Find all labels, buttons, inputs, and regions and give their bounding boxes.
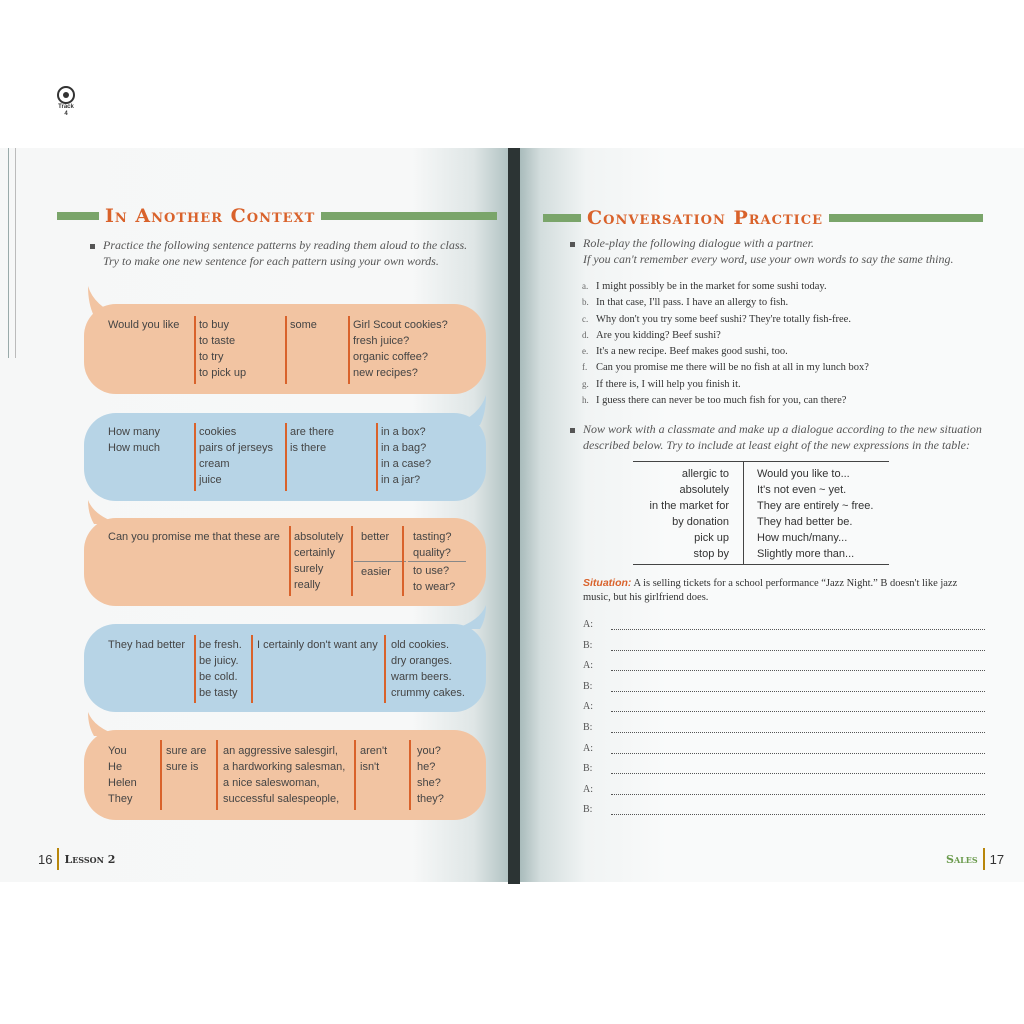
bullet-square bbox=[570, 242, 575, 247]
column-divider bbox=[348, 316, 350, 384]
bubble1-col1: Would you like bbox=[108, 319, 180, 331]
situation-line: A is selling tickets for a school performance “Jazz Night.” B doesn't like jazz bbox=[633, 578, 958, 589]
dialogue-list bbox=[582, 278, 869, 408]
column-divider bbox=[289, 526, 291, 596]
lesson-label: Lesson 2 bbox=[64, 852, 116, 866]
speech-bubble-2 bbox=[84, 413, 486, 501]
writing-line[interactable]: A: bbox=[583, 617, 985, 638]
column-divider bbox=[376, 423, 378, 491]
expressions-left-col: allergic to absolutely in the market for by donation pick up stop by bbox=[649, 468, 729, 560]
instructions-right-2 bbox=[570, 421, 982, 453]
column-divider bbox=[251, 635, 253, 703]
bubble3-col4: tasting? quality? to use? to wear? bbox=[413, 531, 456, 593]
writing-line[interactable]: B: bbox=[583, 720, 985, 741]
folio-right bbox=[946, 848, 1004, 870]
instructions-left bbox=[90, 237, 467, 269]
column-divider bbox=[194, 635, 196, 703]
writing-line[interactable]: A: bbox=[583, 741, 985, 762]
situation-label: Situation: bbox=[583, 577, 632, 589]
speech-bubble-4 bbox=[84, 624, 486, 712]
instruction-line: Practice the following sentence patterns by reading them aloud to the class. bbox=[103, 238, 468, 252]
bubble1-col4: Girl Scout cookies? fresh juice? organic coffee? new recipes? bbox=[353, 319, 448, 379]
instruction-line: Role-play the following dialogue with a partner. bbox=[583, 236, 814, 250]
bubble4-col2: be fresh. be juicy. be cold. be tasty bbox=[199, 639, 242, 699]
column-divider bbox=[354, 740, 356, 810]
chapter-label: Sales bbox=[946, 852, 978, 866]
column-divider bbox=[285, 316, 287, 384]
bubble4-col3: I certainly don't want any bbox=[257, 639, 378, 651]
instruction-line: If you can't remember every word, use your own words to say the same thing. bbox=[583, 252, 954, 266]
dialogue-line: a. I might possibly be in the market for some sushi today. bbox=[582, 281, 827, 292]
bubble5-col1: You He Helen They bbox=[108, 745, 137, 805]
table-divider bbox=[743, 462, 744, 564]
track-number: 4 bbox=[64, 111, 68, 117]
folio-divider bbox=[57, 848, 59, 870]
writing-line[interactable]: A: bbox=[583, 782, 985, 803]
row-divider bbox=[408, 561, 466, 562]
bubble5-col4: aren't isn't bbox=[360, 745, 388, 773]
bubble2-col2: cookies pairs of jerseys cream juice bbox=[199, 426, 273, 486]
bubble1-col2: to buy to taste to try to pick up bbox=[199, 319, 247, 379]
dialogue-line: f. Can you promise me there will be no fish at all in my lunch box? bbox=[582, 362, 869, 374]
bubble3-col1: Can you promise me that these are bbox=[108, 531, 280, 543]
dialogue-line: e. It's a new recipe. Beef makes good sushi, too. bbox=[582, 346, 788, 358]
instruction-line: Now work with a classmate and make up a dialogue according to the new situation bbox=[583, 422, 982, 436]
situation-text bbox=[583, 576, 983, 605]
header-bar-right bbox=[321, 212, 497, 220]
instructions-right-1 bbox=[570, 235, 954, 267]
section-header-left bbox=[57, 205, 497, 227]
dialogue-line: b. In that case, I'll pass. I have an allergy to fish. bbox=[582, 297, 789, 309]
header-bar-right bbox=[829, 214, 983, 222]
bullet-square bbox=[570, 428, 575, 433]
column-divider bbox=[216, 740, 218, 810]
dialogue-line: c. Why don't you try some beef sushi? They're totally fish-free. bbox=[582, 313, 851, 325]
column-divider bbox=[351, 526, 353, 596]
instruction-line: described below. Try to include at least eight of the new expressions in the table: bbox=[583, 438, 970, 452]
dialogue-line: g. If there is, I will help you finish it. bbox=[582, 378, 741, 390]
bubble5-col5: you? he? she? they? bbox=[417, 745, 444, 805]
section-title: In Another Context bbox=[105, 205, 316, 227]
dialogue-line: d. Are you kidding? Beef sushi? bbox=[582, 329, 721, 341]
instruction-line: Try to make one new sentence for each pattern using your own words. bbox=[103, 254, 439, 268]
section-header-right bbox=[543, 207, 983, 229]
bubble3-col2: absolutely certainly surely really bbox=[294, 531, 344, 591]
header-bar-left bbox=[57, 212, 99, 220]
header-bar-left bbox=[543, 214, 581, 222]
book-gutter bbox=[508, 148, 520, 884]
dialogue-writing-lines bbox=[583, 617, 985, 823]
column-divider bbox=[194, 316, 196, 384]
row-divider bbox=[354, 561, 406, 562]
writing-line[interactable]: A: bbox=[583, 658, 985, 679]
bubble2-col4: in a box? in a bag? in a case? in a jar? bbox=[381, 426, 432, 486]
bubble5-col2: sure are sure is bbox=[166, 745, 207, 773]
folio-divider bbox=[983, 848, 985, 870]
bubble5-col3: an aggressive salesgirl, a hardworking salesman, a nice saleswoman, successful salespeople, bbox=[223, 745, 346, 805]
column-divider bbox=[160, 740, 162, 810]
expressions-table bbox=[633, 461, 889, 565]
writing-line[interactable]: B: bbox=[583, 802, 985, 823]
folio-left bbox=[38, 848, 115, 870]
column-divider bbox=[409, 740, 411, 810]
writing-line[interactable]: B: bbox=[583, 679, 985, 700]
track-label: Track bbox=[58, 104, 74, 110]
cd-icon bbox=[57, 86, 75, 104]
bubble4-col4: old cookies. dry oranges. warm beers. crummy cakes. bbox=[391, 639, 465, 699]
page-number: 16 bbox=[38, 851, 53, 867]
expressions-right-col: Would you like to... It's not even ~ yet. They are entirely ~ free. They had better be. How much/many... Slightly more than... bbox=[757, 468, 874, 560]
speech-bubble-3 bbox=[84, 518, 486, 606]
bubble4-col1: They had better bbox=[108, 639, 186, 651]
bullet-square bbox=[90, 244, 95, 249]
bubble2-col1: How many How much bbox=[108, 426, 160, 454]
speech-bubble-1 bbox=[84, 304, 486, 394]
dialogue-line: h. I guess there can never be too much fish for you, can there? bbox=[582, 395, 847, 407]
audio-track-badge bbox=[57, 86, 75, 118]
section-title: Conversation Practice bbox=[587, 207, 824, 229]
bubble3-col3a: better bbox=[361, 531, 390, 543]
column-divider bbox=[384, 635, 386, 703]
bubble2-col3: are there is there bbox=[290, 426, 335, 454]
page-number: 17 bbox=[989, 851, 1005, 867]
speech-bubble-5 bbox=[84, 730, 486, 820]
bubble1-col3: some bbox=[290, 319, 317, 331]
column-divider bbox=[194, 423, 196, 491]
writing-line[interactable]: B: bbox=[583, 638, 985, 659]
page-edge-lines bbox=[8, 148, 16, 358]
writing-line[interactable]: B: bbox=[583, 761, 985, 782]
situation-line: music, but his girlfriend does. bbox=[583, 592, 709, 603]
writing-line[interactable]: A: bbox=[583, 699, 985, 720]
bubble3-col3b: easier bbox=[361, 566, 391, 578]
column-divider bbox=[402, 526, 404, 596]
column-divider bbox=[285, 423, 287, 491]
